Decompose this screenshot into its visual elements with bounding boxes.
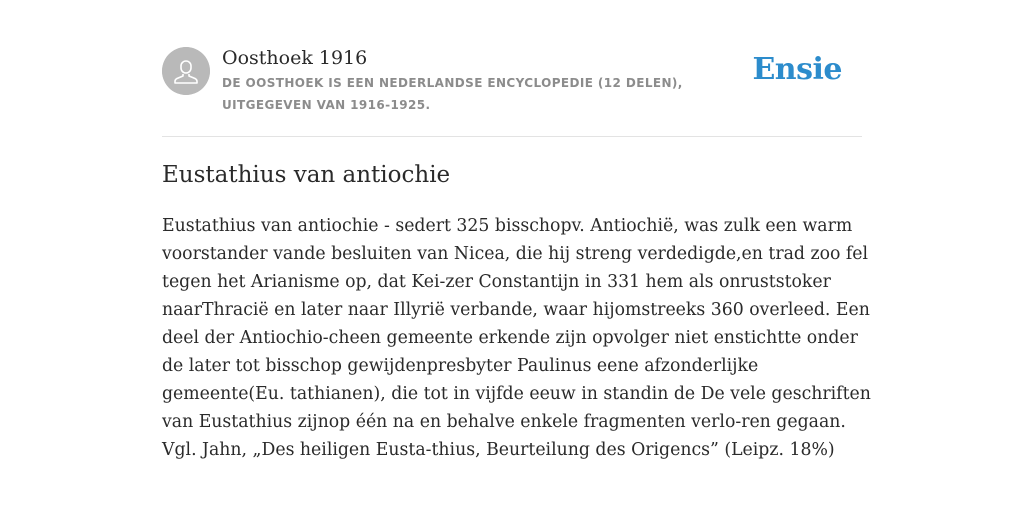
article-body <box>162 212 871 464</box>
user-silhouette-icon <box>162 47 210 95</box>
article-line: Eustathius van antiochie - sedert 325 bisschopv. Antiochië, was zulk een warm <box>162 216 853 236</box>
article-line: voorstander vande besluiten van Nicea, die hij streng verdedigde,en trad zoo fel <box>162 244 869 264</box>
article-line: Vgl. Jahn, „Des heiligen Eusta-thius, Beurteilung des Origencs” (Leipz. 18%) <box>162 440 835 460</box>
brand-logo[interactable]: Ensie <box>752 52 842 87</box>
article-line: van Eustathius zijnop één na en behalve enkele fragmenten verlo-ren gegaan. <box>162 412 846 432</box>
source-header <box>162 44 862 137</box>
article-line: naarThracië en later naar Illyrië verbande, waar hijomstreeks 360 overleed. Een <box>162 300 870 320</box>
article-title: Eustathius van antiochie <box>162 162 451 188</box>
source-title[interactable]: Oosthoek 1916 <box>222 47 368 69</box>
article-line: gemeente(Eu. tathianen), die tot in vijfde eeuw in standin de De vele geschriften <box>162 384 871 404</box>
source-description: DE OOSTHOEK IS EEN NEDERLANDSE ENCYCLOPEDIE (12 DELEN), UITGEGEVEN VAN 1916-1925. <box>222 76 683 112</box>
article-line: de later tot bisschop gewijdenpresbyter Paulinus eene afzonderlijke <box>162 356 759 376</box>
article-line: tegen het Arianisme op, dat Kei-zer Constantijn in 331 hem als onruststoker <box>162 272 831 292</box>
article-line: deel der Antiochio-cheen gemeente erkende zijn opvolger niet enstichtte onder <box>162 328 858 348</box>
